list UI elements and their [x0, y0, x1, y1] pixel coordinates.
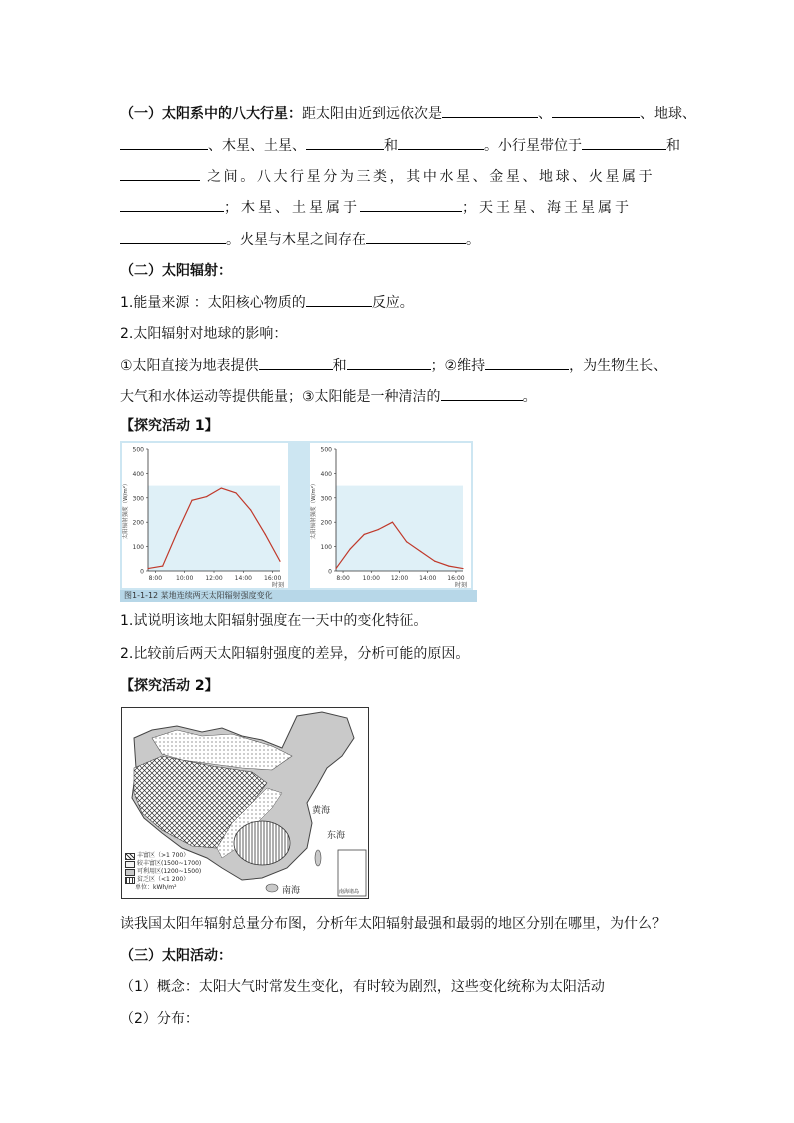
legend-label: 较丰富区(1500~1700) [137, 860, 202, 867]
chart-2-point [335, 568, 336, 569]
question-2: 2.比较前后两天太阳辐射强度的差异，分析可能的原因。 [120, 646, 470, 662]
text: 和 [384, 138, 398, 154]
chart-1-xtick-label: 8:00 [148, 575, 163, 582]
chart-1-ytick-label: 500 [132, 446, 144, 454]
paragraph-influence-title: 2.太阳辐射对地球的影响： [120, 326, 288, 342]
legend-item [125, 852, 201, 860]
figure-caption: 图1-1-12 某地连续两天太阳辐射强度变化 [120, 590, 477, 602]
chart-1-point [221, 487, 222, 488]
text: 反应。 [371, 295, 414, 311]
text: 。火星与木星之间存在 [226, 232, 366, 248]
blank[interactable] [259, 355, 333, 370]
chart-2-ylabel: 太阳辐射强度（W/m²） [311, 480, 317, 540]
chart-1-point [206, 496, 207, 497]
chart-1-point [147, 568, 148, 569]
paragraph-planets-3 [120, 166, 655, 187]
legend-unit-label: 单位：kWh/m² [135, 884, 177, 891]
legend-swatch [125, 869, 135, 876]
chart-2-xtick-label: 14:00 [419, 575, 437, 582]
chart-1-point [265, 534, 266, 535]
blank[interactable] [347, 355, 431, 370]
label-east-sea: 东海 [327, 831, 346, 841]
question-1: 1.试说明该地太阳辐射强度在一天中的变化特征。 [120, 613, 428, 629]
chart-2-ytick-label: 100 [320, 544, 332, 552]
chart-1-ylabel: 太阳辐射强度（W/m²） [123, 480, 129, 540]
blank[interactable] [442, 103, 538, 118]
chart-1-xlabel: 时刻 [271, 582, 285, 589]
text: 、 [538, 106, 552, 122]
chart-2-point [448, 566, 449, 567]
paragraph-planets-5 [120, 229, 480, 250]
chart-1-xtick-label: 14:00 [234, 575, 252, 582]
chart-1-ytick-label: 100 [132, 544, 144, 552]
chart-2-point [364, 534, 365, 535]
text: 大气和水体运动等提供能量；③太阳能是一种清洁的 [120, 389, 441, 405]
chart-1-ytick-label: 400 [132, 470, 144, 478]
paragraph-energy-source [120, 292, 414, 313]
label-yellow-sea: 黄海 [312, 806, 331, 816]
chart-2-ytick-label: 500 [320, 446, 332, 454]
label-inset: 南海诸岛 [339, 889, 360, 895]
text: ；木星、土星属于 [224, 200, 360, 216]
chart-2-xtick-label: 10:00 [362, 575, 380, 582]
blank[interactable] [360, 197, 462, 212]
blank[interactable] [552, 103, 640, 118]
chart-1-point [162, 566, 163, 567]
paragraph-planets-1 [120, 103, 696, 124]
chart-2-ytick-label: 200 [320, 519, 332, 527]
blank[interactable] [366, 229, 466, 244]
text: 。小行星带位于 [484, 138, 582, 154]
chart-2-point [350, 548, 351, 549]
chart-1-ytick-label: 0 [140, 568, 144, 576]
legend-label: 可利用区(1200~1500) [137, 868, 202, 875]
chart-2-shade [336, 486, 463, 571]
text: 、地球、 [640, 106, 696, 122]
paragraph-influence-2 [120, 386, 537, 407]
text: 之间。八大行星分为三类，其中水星、金星、地球、火星属于 [207, 169, 656, 185]
legend-swatch [125, 853, 135, 860]
paragraph-planets-2 [120, 135, 680, 156]
text: ；天王星、海王星属于 [462, 200, 632, 216]
legend-item [125, 860, 201, 868]
chart-2-ytick-label: 0 [328, 568, 332, 576]
chart-1-point [250, 509, 251, 510]
chart-2-xtick-label: 12:00 [390, 575, 409, 582]
blank[interactable] [306, 292, 372, 307]
solar-activity-concept: （1）概念：太阳大气时常发生变化，有时较为剧烈，这些变化统称为太阳活动 [120, 979, 605, 995]
blank[interactable] [398, 135, 484, 150]
solar-activity-distribution: （2）分布： [120, 1011, 199, 1027]
radiation-figure [120, 441, 473, 602]
text: 距太阳由近到远依次是 [302, 106, 442, 122]
text: 和 [332, 358, 347, 374]
chart-1-point [279, 561, 280, 562]
legend-item [125, 876, 201, 884]
chart-1-point [177, 531, 178, 532]
map-question: 读我国太阳年辐射总量分布图，分析年太阳辐射最强和最弱的地区分别在哪里，为什么？ [120, 916, 666, 932]
chart-2-point [406, 541, 407, 542]
activity1-heading: 【探究活动 1】 [120, 418, 219, 434]
blank[interactable] [120, 135, 208, 150]
chart-2-point [462, 568, 463, 569]
map-legend [125, 852, 201, 892]
paragraph-influence-1 [120, 355, 667, 376]
text: 。 [522, 389, 537, 405]
chart-1-shade [148, 486, 280, 571]
chart-1-ytick-label: 300 [132, 495, 144, 503]
legend-swatch [125, 861, 135, 868]
chart-2-point [392, 522, 393, 523]
chart-2-xlabel: 时刻 [454, 582, 468, 589]
legend-item [125, 868, 201, 876]
chart-1-point [191, 500, 192, 501]
chart-1-xtick-label: 10:00 [176, 575, 194, 582]
chart-2-xtick-label: 8:00 [336, 575, 350, 582]
blank[interactable] [306, 135, 384, 150]
legend-swatch [125, 877, 135, 884]
chart-1-ytick-label: 200 [132, 519, 144, 527]
chart-1-xtick-label: 16:00 [264, 575, 282, 582]
activity2-heading: 【探究活动 2】 [120, 678, 219, 694]
blank[interactable] [441, 386, 523, 401]
china-radiation-map [121, 707, 369, 899]
text: 、木星、土星、 [208, 138, 306, 154]
legend-label: 贫乏区（<1 200） [137, 876, 190, 883]
text: 和 [666, 138, 680, 154]
text: 。 [466, 232, 480, 248]
text: ①太阳直接为地表提供 [120, 358, 259, 374]
chart-2-point [420, 551, 421, 552]
chart-2-xtick-label: 16:00 [447, 575, 465, 582]
text: ；②维持 [430, 358, 486, 374]
blank[interactable] [120, 197, 224, 212]
text: 1.能量来源 ：太阳核心物质的 [120, 295, 306, 311]
section2-heading: （二）太阳辐射： [120, 263, 232, 279]
radiation-charts [120, 441, 473, 602]
blank[interactable] [485, 355, 569, 370]
paragraph-planets-4 [120, 197, 632, 218]
chart-2-point [434, 561, 435, 562]
chart-2-ytick-label: 300 [320, 495, 332, 503]
blank[interactable] [120, 166, 200, 181]
blank[interactable] [582, 135, 666, 150]
chart-2-point [378, 529, 379, 530]
text: ，为生物生长、 [569, 358, 668, 374]
chart-1-point [235, 492, 236, 493]
blank[interactable] [120, 229, 226, 244]
legend-unit [125, 884, 201, 892]
chart-1-xtick-label: 12:00 [205, 575, 223, 582]
legend-label: 丰富区（>1 700） [137, 852, 190, 859]
label-south-sea: 南海 [282, 886, 301, 896]
section3-heading: （三）太阳活动： [120, 948, 232, 964]
section1-heading: （一）太阳系中的八大行星： [120, 106, 302, 122]
chart-2-ytick-label: 400 [320, 470, 332, 478]
